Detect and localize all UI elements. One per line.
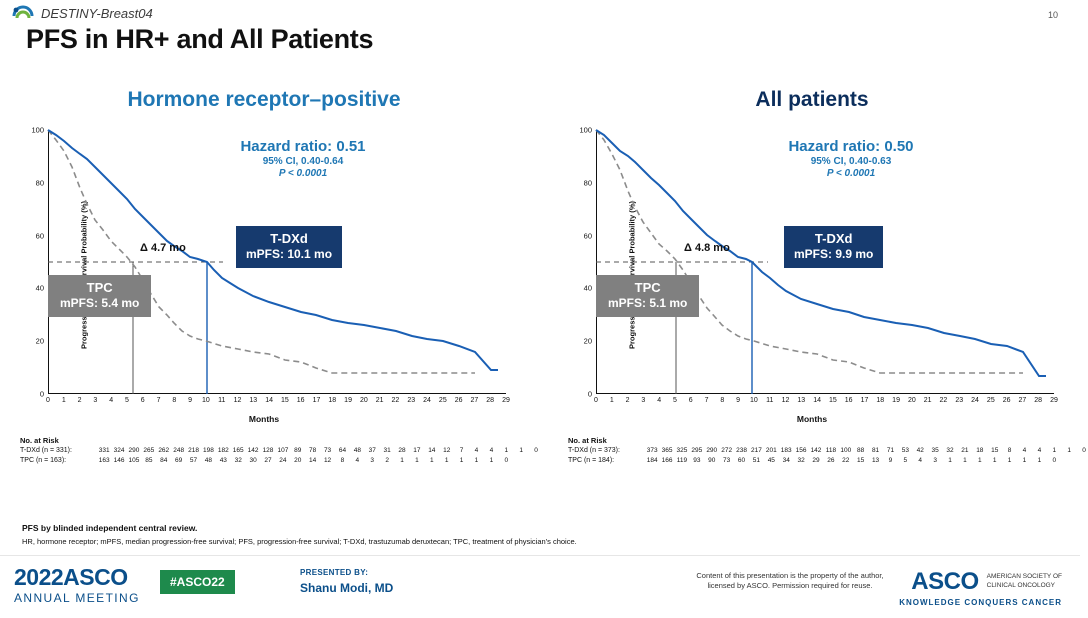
risk-value: 8 <box>340 457 345 464</box>
risk-value: 1 <box>992 457 997 464</box>
x-tick: 22 <box>939 397 948 404</box>
risk-value: 32 <box>797 457 805 464</box>
risk-value: 89 <box>294 447 302 454</box>
y-tick-40: 40 <box>35 283 44 293</box>
risk-value: 1 <box>474 457 479 464</box>
risk-value: 1 <box>1007 457 1012 464</box>
x-tick: 13 <box>249 397 258 404</box>
x-tick: 3 <box>641 397 646 404</box>
risk-value: 48 <box>353 447 361 454</box>
risk-row-label: TPC (n = 184): <box>568 457 615 464</box>
risk-value: 1 <box>444 457 449 464</box>
x-tick: 24 <box>971 397 979 404</box>
risk-value: 1 <box>459 457 464 464</box>
risk-value: 105 <box>128 457 140 464</box>
content-permission-note: Content of this presentation is the property of the author, licensed by ASCO. Permission required for reuse. <box>696 571 884 591</box>
y-axis-ticks <box>568 125 594 399</box>
tdxd-legend-box-hr-positive <box>236 226 342 268</box>
risk-value: 290 <box>706 447 718 454</box>
tpc-legend-box-hr-positive <box>48 275 151 317</box>
asco-sub-line1: AMERICAN SOCIETY OF <box>986 573 1062 581</box>
destiny-breast-logo-icon <box>12 4 34 22</box>
y-tick-0: 0 <box>587 389 592 399</box>
x-axis-ticks-hr-positive <box>46 394 510 408</box>
km-plot-hr-positive <box>14 125 514 424</box>
tdxd-legend-box-all-patients <box>784 226 883 268</box>
p-value: P < 0.0001 <box>826 168 876 179</box>
x-tick: 21 <box>375 397 384 404</box>
risk-value: 81 <box>871 447 880 454</box>
slide-footer <box>0 555 1080 618</box>
risk-value: 42 <box>916 447 924 454</box>
risk-value: 184 <box>646 457 658 464</box>
presented-by-label: PRESENTED BY: <box>300 568 369 577</box>
x-tick: 8 <box>720 397 725 404</box>
risk-value: 37 <box>368 447 376 454</box>
x-axis-ticks-all-patients <box>594 394 1058 408</box>
risk-value: 0 <box>1052 457 1057 464</box>
x-tick: 27 <box>470 397 479 404</box>
risk-value: 166 <box>661 457 673 464</box>
y-tick-100: 100 <box>31 125 44 135</box>
x-tick: 27 <box>1018 397 1027 404</box>
risk-value: 4 <box>1037 447 1042 454</box>
risk-value: 4 <box>489 447 494 454</box>
meeting-year: 2022 <box>14 564 64 590</box>
x-tick: 28 <box>486 397 495 404</box>
delta-label-all-patients: Δ 4.8 mo <box>684 242 730 254</box>
y-tick-100: 100 <box>579 125 592 135</box>
meeting-subtitle: ANNUAL MEETING <box>14 591 140 605</box>
x-tick: 3 <box>93 397 98 404</box>
x-tick: 12 <box>781 397 790 404</box>
risk-value: 146 <box>113 457 125 464</box>
asco-society-logo <box>911 568 1062 596</box>
risk-value: 73 <box>323 447 332 454</box>
x-tick: 11 <box>766 397 774 404</box>
risk-value: 57 <box>189 457 198 464</box>
hazard-ratio-value: Hazard ratio: 0.50 <box>788 138 914 155</box>
x-tick: 18 <box>328 397 337 404</box>
tpc-label: TPC <box>86 280 113 295</box>
risk-value: 118 <box>825 447 837 454</box>
table-row <box>568 457 1088 466</box>
table-row <box>20 457 540 466</box>
x-tick: 9 <box>736 397 741 404</box>
risk-value: 1 <box>1052 447 1057 454</box>
risk-value: 8 <box>1007 447 1012 454</box>
y-axis-ticks <box>20 125 46 399</box>
y-tick-20: 20 <box>35 336 44 346</box>
x-tick: 15 <box>828 397 837 404</box>
x-tick: 2 <box>77 397 82 404</box>
x-axis-label: Months <box>796 414 828 424</box>
risk-value: 73 <box>723 457 731 464</box>
x-tick: 5 <box>673 397 677 404</box>
risk-value: 183 <box>780 447 792 454</box>
risk-row-values <box>98 457 540 466</box>
risk-value: 4 <box>1022 447 1027 454</box>
asco-sub-line2: CLINICAL ONCOLOGY <box>986 582 1056 589</box>
x-tick: 4 <box>657 397 662 404</box>
plot-area <box>48 130 506 394</box>
tdxd-mpfs: mPFS: 9.9 mo <box>794 247 874 262</box>
risk-value: 43 <box>219 457 227 464</box>
panel-title-hr-positive: Hormone receptor–positive <box>127 88 401 111</box>
risk-value: 27 <box>264 457 272 464</box>
risk-row-values <box>98 447 540 456</box>
risk-value: 26 <box>827 457 835 464</box>
tpc-legend-box-all-patients <box>596 275 699 317</box>
risk-value: 238 <box>736 447 747 454</box>
risk-value: 272 <box>721 447 733 454</box>
risk-value: 1 <box>415 457 419 464</box>
risk-value: 365 <box>661 447 673 454</box>
risk-value: 20 <box>294 457 302 464</box>
risk-value: 262 <box>158 447 170 454</box>
risk-value: 4 <box>918 457 923 464</box>
x-tick: 9 <box>188 397 193 404</box>
x-tick: 25 <box>986 397 995 404</box>
risk-value: 2 <box>385 457 389 464</box>
footnote-abbreviations: HR, hormone receptor; mPFS, median progression-free survival; PFS, progression-free survival; T-DXd, trastuzumab deruxtecan; TPC, treatment of physician's choice. <box>22 537 577 546</box>
tpc-label: TPC <box>634 280 661 295</box>
x-tick: 18 <box>876 397 885 404</box>
x-tick: 1 <box>609 397 614 404</box>
risk-value: 12 <box>443 447 451 454</box>
risk-value: 107 <box>277 447 289 454</box>
x-tick: 6 <box>688 397 693 404</box>
x-tick: 23 <box>955 397 964 404</box>
risk-value: 48 <box>204 457 213 464</box>
confidence-interval: 95% CI, 0.40-0.63 <box>810 156 892 167</box>
y-tick-20: 20 <box>583 336 592 346</box>
risk-value: 84 <box>160 457 168 464</box>
risk-value: 32 <box>946 447 954 454</box>
risk-value: 295 <box>691 447 703 454</box>
presenter-name: Shanu Modi, MD <box>300 581 394 595</box>
risk-value: 198 <box>202 447 214 454</box>
x-tick: 26 <box>454 397 463 404</box>
x-tick: 24 <box>423 397 431 404</box>
risk-value: 53 <box>901 447 909 454</box>
risk-value: 21 <box>961 447 969 454</box>
x-tick: 22 <box>391 397 400 404</box>
x-tick: 25 <box>438 397 447 404</box>
risk-value: 35 <box>931 447 939 454</box>
y-tick-0: 0 <box>39 389 44 399</box>
x-tick: 14 <box>813 397 822 404</box>
risk-value: 22 <box>842 457 850 464</box>
hazard-ratio-value: Hazard ratio: 0.51 <box>240 138 366 155</box>
x-tick: 17 <box>312 397 321 404</box>
risk-value: 13 <box>871 457 880 464</box>
x-tick: 17 <box>860 397 869 404</box>
x-tick: 29 <box>1050 397 1058 404</box>
risk-value: 0 <box>504 457 509 464</box>
study-header <box>12 4 153 22</box>
x-tick: 20 <box>359 397 368 404</box>
tpc-mpfs: mPFS: 5.1 mo <box>608 296 688 311</box>
panel-title-all-patients: All patients <box>755 88 869 111</box>
risk-value: 4 <box>355 457 360 464</box>
risk-value: 24 <box>279 457 287 464</box>
asco-wordmark: ASCO <box>911 568 979 595</box>
x-tick: 15 <box>280 397 289 404</box>
x-tick: 26 <box>1002 397 1011 404</box>
x-tick: 11 <box>218 397 226 404</box>
x-tick: 4 <box>109 397 114 404</box>
presented-by <box>300 568 393 595</box>
risk-value: 1 <box>400 457 404 464</box>
risk-value: 1 <box>1022 457 1027 464</box>
km-plot-all-patients <box>562 125 1062 424</box>
risk-table-hr-positive <box>20 436 540 467</box>
risk-value: 0 <box>534 447 538 454</box>
x-tick: 23 <box>407 397 416 404</box>
risk-row-values <box>646 457 1088 466</box>
risk-value: 9 <box>888 457 893 464</box>
risk-value: 93 <box>693 457 701 464</box>
delta-label-hr-positive: Δ 4.7 mo <box>140 242 186 254</box>
risk-value: 3 <box>933 457 937 464</box>
risk-value: 31 <box>383 447 391 454</box>
risk-value: 201 <box>765 447 777 454</box>
tdxd-label: T-DXd <box>814 231 853 246</box>
risk-value: 78 <box>309 447 317 454</box>
risk-value: 90 <box>708 457 716 464</box>
footnote-primary: PFS by blinded independent central review. <box>22 523 198 533</box>
risk-value: 290 <box>128 447 140 454</box>
p-value: P < 0.0001 <box>278 168 328 179</box>
x-tick: 21 <box>923 397 932 404</box>
risk-value: 156 <box>795 447 807 454</box>
plot-area <box>596 130 1054 394</box>
risk-value: 119 <box>676 457 688 464</box>
x-tick: 10 <box>750 397 758 404</box>
x-tick: 12 <box>233 397 242 404</box>
risk-value: 5 <box>903 457 908 464</box>
risk-value: 1 <box>1037 457 1042 464</box>
x-tick: 7 <box>704 397 709 404</box>
risk-value: 30 <box>249 457 257 464</box>
risk-value: 1 <box>489 457 494 464</box>
x-tick: 6 <box>140 397 145 404</box>
risk-value: 17 <box>413 447 421 454</box>
risk-row-values <box>646 447 1088 456</box>
risk-value: 265 <box>143 447 155 454</box>
risk-table-all-patients <box>568 436 1088 467</box>
risk-value: 142 <box>810 447 822 454</box>
hazard-ratio-block-all-patients <box>736 138 966 179</box>
risk-value: 163 <box>98 457 110 464</box>
x-tick: 28 <box>1034 397 1043 404</box>
asco-tagline: KNOWLEDGE CONQUERS CANCER <box>899 598 1062 607</box>
y-tick-40: 40 <box>583 283 592 293</box>
risk-table-header: No. at Risk <box>20 436 59 445</box>
risk-value: 142 <box>247 447 259 454</box>
risk-value: 85 <box>145 457 153 464</box>
hashtag-badge: #ASCO22 <box>160 570 235 594</box>
risk-value: 100 <box>840 447 852 454</box>
risk-value: 0 <box>1082 447 1086 454</box>
risk-value: 182 <box>217 447 229 454</box>
y-tick-60: 60 <box>583 231 592 241</box>
risk-value: 88 <box>857 447 865 454</box>
x-tick: 14 <box>265 397 274 404</box>
risk-value: 324 <box>113 447 125 454</box>
risk-value: 1 <box>430 457 434 464</box>
risk-value: 45 <box>767 457 775 464</box>
x-tick: 29 <box>502 397 510 404</box>
meeting-org: ASCO <box>63 564 128 590</box>
risk-value: 248 <box>173 447 185 454</box>
page-number: 10 <box>1047 10 1058 20</box>
x-tick: 2 <box>625 397 630 404</box>
x-tick: 20 <box>907 397 916 404</box>
risk-value: 217 <box>750 447 762 454</box>
risk-value: 71 <box>886 447 895 454</box>
x-tick: 10 <box>202 397 210 404</box>
x-tick: 16 <box>296 397 305 404</box>
x-tick: 7 <box>156 397 161 404</box>
x-tick: 19 <box>892 397 900 404</box>
risk-value: 1 <box>504 447 509 454</box>
x-tick: 5 <box>125 397 129 404</box>
risk-value: 3 <box>370 457 375 464</box>
risk-value: 1 <box>978 457 982 464</box>
y-tick-80: 80 <box>35 178 44 188</box>
tpc-mpfs: mPFS: 5.4 mo <box>60 296 140 311</box>
risk-value: 4 <box>474 447 479 454</box>
x-tick: 0 <box>594 397 598 404</box>
risk-value: 28 <box>398 447 406 454</box>
risk-row-label: T-DXd (n = 373): <box>568 447 620 454</box>
risk-value: 51 <box>752 457 761 464</box>
confidence-interval: 95% CI, 0.40-0.64 <box>262 156 344 167</box>
study-name: DESTINY-Breast04 <box>41 5 153 21</box>
table-row <box>568 447 1088 456</box>
risk-value: 60 <box>737 457 746 464</box>
x-tick: 16 <box>844 397 853 404</box>
table-row <box>20 447 540 456</box>
asco-annual-meeting-logo <box>14 564 140 605</box>
risk-value: 331 <box>98 447 110 454</box>
tdxd-label: T-DXd <box>270 231 308 246</box>
x-tick: 8 <box>172 397 177 404</box>
risk-value: 14 <box>309 457 317 464</box>
risk-value: 7 <box>459 447 464 454</box>
risk-value: 1 <box>963 457 967 464</box>
risk-value: 165 <box>232 447 244 454</box>
risk-value: 15 <box>857 457 865 464</box>
risk-value: 1 <box>519 447 523 454</box>
risk-value: 15 <box>991 447 999 454</box>
x-tick: 0 <box>46 397 50 404</box>
risk-value: 14 <box>428 447 436 454</box>
risk-value: 128 <box>262 447 274 454</box>
y-tick-80: 80 <box>583 178 592 188</box>
risk-row-label: TPC (n = 163): <box>20 457 67 464</box>
tdxd-mpfs: mPFS: 10.1 mo <box>246 247 333 262</box>
asco-society-name <box>987 573 1062 591</box>
risk-value: 218 <box>188 447 199 454</box>
page-title: PFS in HR+ and All Patients <box>26 24 374 54</box>
risk-value: 12 <box>323 457 332 464</box>
risk-value: 64 <box>338 447 347 454</box>
x-tick: 19 <box>344 397 352 404</box>
risk-value: 29 <box>812 457 820 464</box>
x-axis-label: Months <box>248 414 280 424</box>
hazard-ratio-block-hr-positive <box>188 138 418 179</box>
risk-table-header: No. at Risk <box>568 436 607 445</box>
risk-value: 18 <box>976 447 984 454</box>
risk-value: 69 <box>175 457 183 464</box>
risk-value: 34 <box>782 457 790 464</box>
x-tick: 1 <box>61 397 66 404</box>
y-tick-60: 60 <box>35 231 44 241</box>
risk-row-label: T-DXd (n = 331): <box>20 447 72 454</box>
risk-value: 373 <box>646 447 658 454</box>
risk-value: 1 <box>948 457 952 464</box>
risk-value: 32 <box>234 457 242 464</box>
risk-value: 1 <box>1067 447 1071 454</box>
risk-value: 325 <box>676 447 688 454</box>
x-tick: 13 <box>797 397 806 404</box>
